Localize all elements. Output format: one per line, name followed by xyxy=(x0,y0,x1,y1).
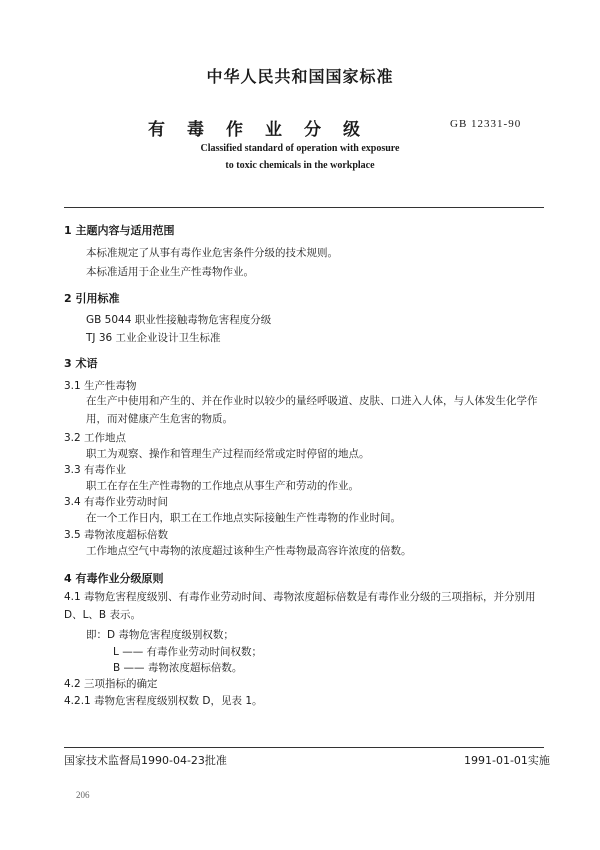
header-rule xyxy=(64,207,544,208)
standard-code: GB 12331-90 xyxy=(450,118,522,130)
english-title-line-1: Classified standard of operation with exposure xyxy=(200,143,400,154)
term-3-4-body: 在一个工作日内，职工在工作地点实际接触生产性毒物的作业时间。 xyxy=(86,512,401,524)
term-3-2-title: 3.2 工作地点 xyxy=(64,432,127,444)
section-2-heading: 2 引用标准 xyxy=(64,292,120,305)
section-4-heading: 4 有毒作业分级原则 xyxy=(64,572,164,585)
term-3-1-body: 在生产中使用和产生的、并在作业时以较少的量经呼吸道、皮肤、口进入人体，与人体发生化学作用，而对健康产生危害的物质。 xyxy=(86,395,538,425)
clause-4-1-symbol-l: L —— 有毒作业劳动时间权数； xyxy=(113,646,263,658)
clause-4-2-1-body: 4.2.1 毒物危害程度级别权数 D，见表 1。 xyxy=(64,695,263,707)
implementation-date: 1991-01-01实施 xyxy=(464,754,550,767)
section-1-paragraph-2: 本标准适用于企业生产性毒物作业。 xyxy=(86,266,254,278)
reference-gb5044: GB 5044 职业性接触毒物危害程度分级 xyxy=(86,314,272,326)
footer-rule xyxy=(64,747,544,748)
english-title-line-2: to toxic chemicals in the workplace xyxy=(225,160,375,171)
clause-4-1-symbol-d: 即：D 毒物危害程度级别权数； xyxy=(86,629,234,641)
term-3-3-title: 3.3 有毒作业 xyxy=(64,464,127,476)
page-number: 206 xyxy=(76,790,90,800)
national-standard-label: 中华人民共和国国家标准 xyxy=(206,67,394,86)
term-3-5-title: 3.5 毒物浓度超标倍数 xyxy=(64,529,169,541)
term-3-2-body: 职工为观察、操作和管理生产过程而经常或定时停留的地点。 xyxy=(86,448,370,460)
term-3-5-body: 工作地点空气中毒物的浓度超过该种生产性毒物最高容许浓度的倍数。 xyxy=(86,545,412,557)
document-title: 有毒作业分级 xyxy=(148,120,382,140)
reference-tj36: TJ 36 工业企业设计卫生标准 xyxy=(86,332,221,344)
term-3-4-title: 3.4 有毒作业劳动时间 xyxy=(64,496,169,508)
clause-4-1-body: 4.1 毒物危害程度级别、有毒作业劳动时间、毒物浓度超标倍数是有毒作业分级的三项指标，并分别用 D、L、B 表示。 xyxy=(64,591,536,621)
clause-4-1-symbol-b: B —— 毒物浓度超标倍数。 xyxy=(113,662,243,674)
clause-4-2-title: 4.2 三项指标的确定 xyxy=(64,678,158,690)
section-1-heading: 1 主题内容与适用范围 xyxy=(64,224,175,237)
section-3-heading: 3 术语 xyxy=(64,357,98,370)
term-3-1-title: 3.1 生产性毒物 xyxy=(64,380,137,392)
section-1-paragraph-1: 本标准规定了从事有毒作业危害条件分级的技术规则。 xyxy=(86,247,338,259)
approval-note: 国家技术监督局1990-04-23批准 xyxy=(64,754,227,767)
term-3-3-body: 职工在存在生产性毒物的工作地点从事生产和劳动的作业。 xyxy=(86,480,359,492)
